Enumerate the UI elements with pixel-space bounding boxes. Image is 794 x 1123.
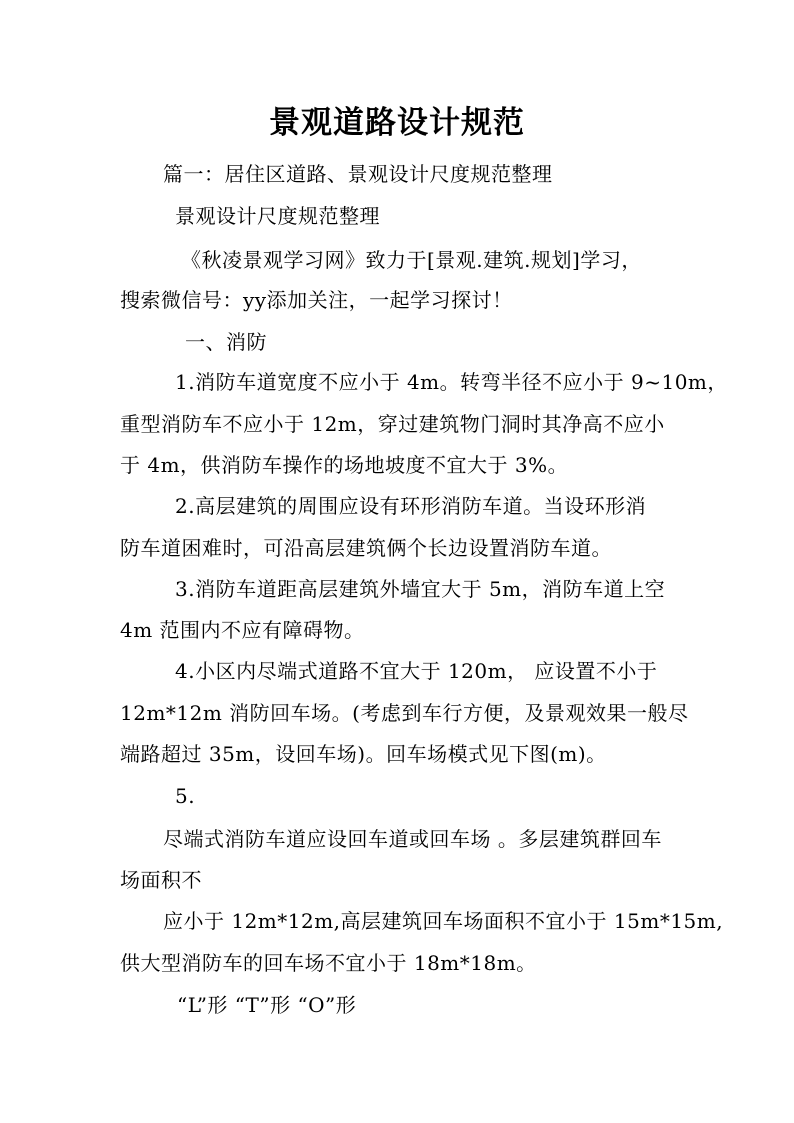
paragraph-line: 4.小区内尽端式道路不宜大于 120m， 应设置不小于 <box>175 659 658 683</box>
paragraph-line: 重型消防车不应小于 12m，穿过建筑物门洞时其净高不应小 <box>120 412 665 436</box>
paragraph-line: 4m 范围内不应有障碍物。 <box>120 618 365 642</box>
paragraph-line: 搜索微信号：yy添加关注，一起学习探讨！ <box>120 288 513 312</box>
subheading: 景观设计尺度规范整理 <box>175 204 380 228</box>
paragraph-line: 于 4m，供消防车操作的场地坡度不宜大于 3%。 <box>120 453 569 477</box>
paragraph-line: 应小于 12m*12m,高层建筑回车场面积不宜小于 15m*15m, <box>163 909 724 933</box>
paragraph-line: 供大型消防车的回车场不宜小于 18m*18m。 <box>120 951 537 975</box>
paragraph-line: 《秋凌景观学习网》致力于[景观.建筑.规划]学习， <box>181 248 642 272</box>
paragraph-line: 尽端式消防车道应设回车道或回车场 。多层建筑群回车 <box>163 827 662 851</box>
paragraph-line: 2.高层建筑的周围应设有环形消防车道。当设环形消 <box>175 494 647 518</box>
list-heading: 一、消防 <box>185 330 267 354</box>
figure-labels: “L”形 “T”形 “O”形 <box>177 993 357 1017</box>
paragraph-line: 5. <box>175 784 196 808</box>
paragraph-line: 防车道困难时，可沿高层建筑俩个长边设置消防车道。 <box>120 536 612 560</box>
paragraph-line: 1.消防车道宽度不应小于 4m。转弯半径不应小于 9~10m， <box>175 370 728 394</box>
paragraph-line: 3.消防车道距高层建筑外墙宜大于 5m，消防车道上空 <box>175 577 666 601</box>
paragraph-line: 场面积不 <box>120 868 202 892</box>
document-title: 景观道路设计规范 <box>269 105 525 141</box>
section-heading: 篇一：居住区道路、景观设计尺度规范整理 <box>163 162 553 186</box>
paragraph-line: 12m*12m 消防回车场。(考虑到车行方便，及景观效果一般尽 <box>120 701 689 725</box>
paragraph-line: 端路超过 35m，设回车场)。回车场模式见下图(m)。 <box>120 742 607 766</box>
